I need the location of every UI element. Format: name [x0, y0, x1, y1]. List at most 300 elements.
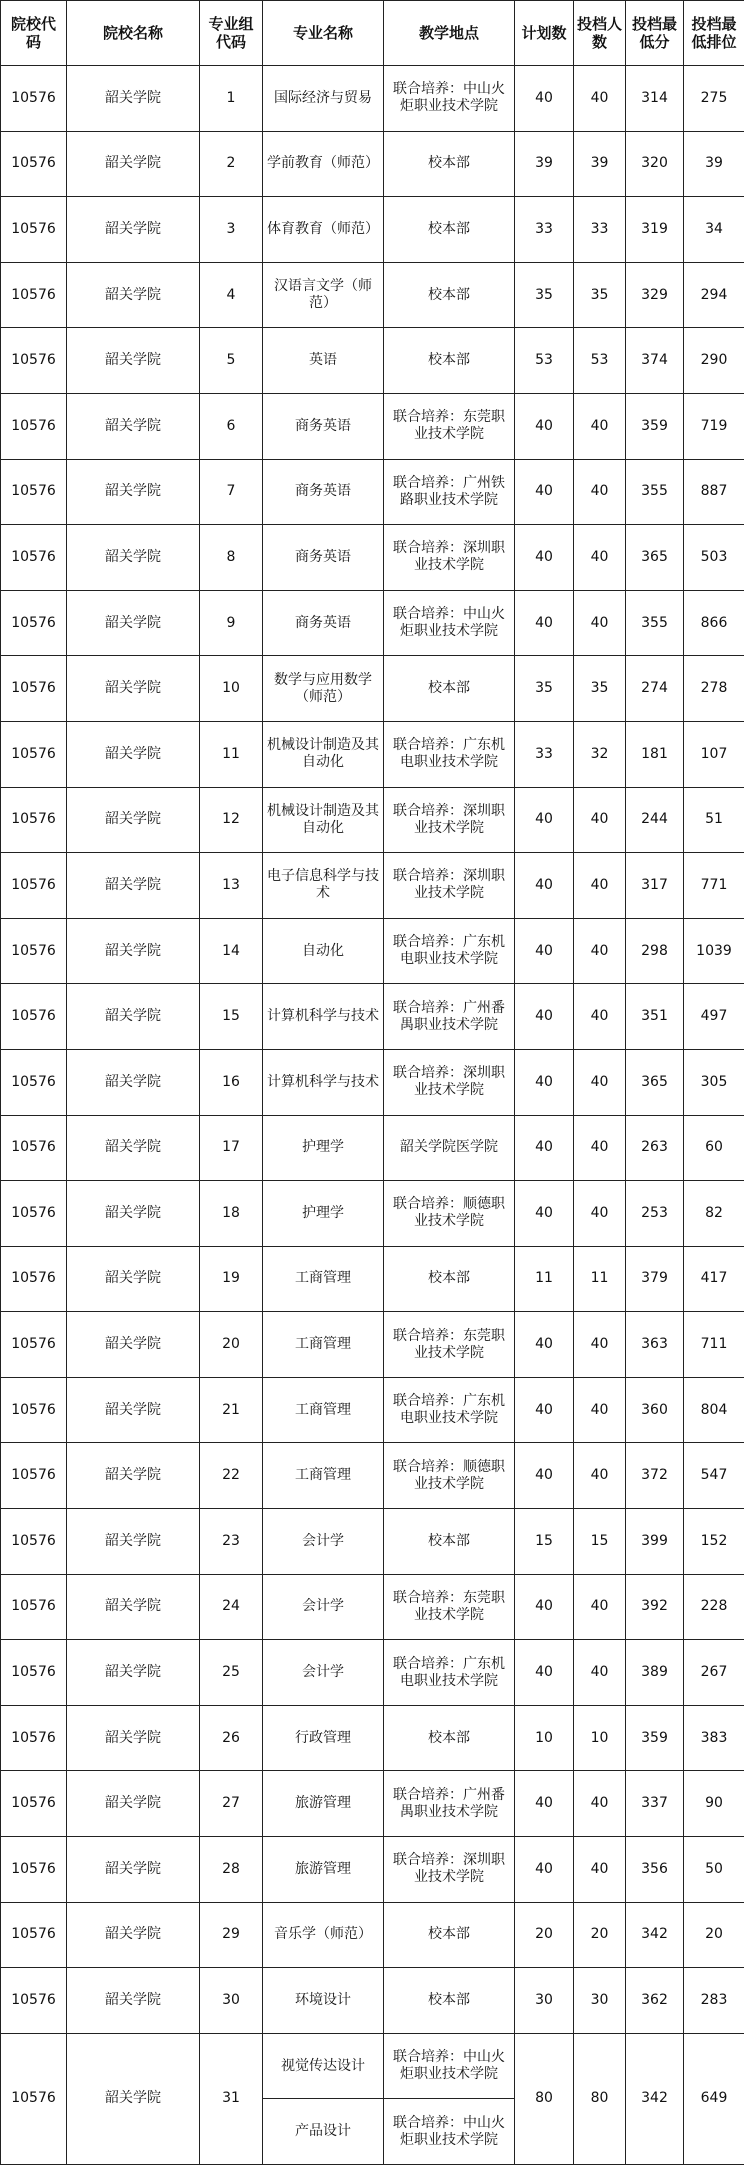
- cell-admitted: 40: [574, 1574, 626, 1640]
- cell-school-code: 10576: [1, 918, 67, 984]
- table-row: [1, 1181, 744, 1247]
- cell-group-code: 23: [200, 1509, 263, 1575]
- cell-min-score: 319: [626, 197, 684, 263]
- cell-min-rank: 228: [684, 1574, 744, 1640]
- cell-major-name: 会计学: [263, 1509, 384, 1575]
- cell-admitted: 40: [574, 1377, 626, 1443]
- cell-location: 联合培养：深圳职业技术学院: [384, 1049, 515, 1115]
- cell-school-name: 韶关学院: [67, 1049, 200, 1115]
- cell-min-score: 244: [626, 787, 684, 853]
- cell-location: 校本部: [384, 328, 515, 394]
- cell-school-name: 韶关学院: [67, 1705, 200, 1771]
- cell-group-code: 18: [200, 1181, 263, 1247]
- cell-group-code: 7: [200, 459, 263, 525]
- cell-plan: 40: [515, 1377, 574, 1443]
- cell-school-name: 韶关学院: [67, 590, 200, 656]
- cell-admitted: 11: [574, 1246, 626, 1312]
- cell-school-name: 韶关学院: [67, 984, 200, 1050]
- header-group-code: 专业组代码: [200, 1, 263, 66]
- table-row: [1, 1837, 744, 1903]
- cell-school-name: 韶关学院: [67, 1443, 200, 1509]
- cell-school-name: 韶关学院: [67, 525, 200, 591]
- cell-school-code: 10576: [1, 1312, 67, 1378]
- table-row: [1, 393, 744, 459]
- cell-min-score: 365: [626, 525, 684, 591]
- cell-min-score: 181: [626, 721, 684, 787]
- cell-min-score: 355: [626, 459, 684, 525]
- cell-plan: 33: [515, 197, 574, 263]
- cell-major-name: 旅游管理: [263, 1837, 384, 1903]
- cell-admitted: 40: [574, 1312, 626, 1378]
- cell-major-name: 环境设计: [263, 1968, 384, 2034]
- cell-plan: 40: [515, 1574, 574, 1640]
- cell-plan: 40: [515, 66, 574, 132]
- cell-location: 校本部: [384, 197, 515, 263]
- table-row: [1, 1049, 744, 1115]
- cell-admitted: 40: [574, 853, 626, 919]
- cell-min-rank: 50: [684, 1837, 744, 1903]
- cell-location: 韶关学院医学院: [384, 1115, 515, 1181]
- cell-school-code: 10576: [1, 197, 67, 263]
- cell-min-score: 337: [626, 1771, 684, 1837]
- cell-admitted: 40: [574, 66, 626, 132]
- cell-school-name: 韶关学院: [67, 197, 200, 263]
- cell-min-rank: 1039: [684, 918, 744, 984]
- cell-admitted: 40: [574, 1115, 626, 1181]
- cell-major-name: 体育教育（师范）: [263, 197, 384, 263]
- cell-plan: 20: [515, 1902, 574, 1968]
- cell-admitted: 20: [574, 1902, 626, 1968]
- cell-school-name: 韶关学院: [67, 2033, 200, 2164]
- cell-school-name: 韶关学院: [67, 131, 200, 197]
- cell-min-score: 359: [626, 1705, 684, 1771]
- cell-school-code: 10576: [1, 984, 67, 1050]
- cell-location: 校本部: [384, 1246, 515, 1312]
- cell-admitted: 53: [574, 328, 626, 394]
- cell-group-code: 19: [200, 1246, 263, 1312]
- cell-school-name: 韶关学院: [67, 1574, 200, 1640]
- cell-school-name: 韶关学院: [67, 459, 200, 525]
- cell-min-score: 389: [626, 1640, 684, 1706]
- cell-min-rank: 275: [684, 66, 744, 132]
- cell-group-code: 11: [200, 721, 263, 787]
- cell-major-name: 机械设计制造及其自动化: [263, 787, 384, 853]
- cell-group-code: 21: [200, 1377, 263, 1443]
- cell-plan: 40: [515, 1771, 574, 1837]
- cell-major-name: 国际经济与贸易: [263, 66, 384, 132]
- cell-group-code: 17: [200, 1115, 263, 1181]
- table-body: [1, 66, 744, 2165]
- cell-location: 联合培养：中山火炬职业技术学院: [384, 66, 515, 132]
- cell-school-code: 10576: [1, 1509, 67, 1575]
- cell-group-code: 30: [200, 1968, 263, 2034]
- cell-min-rank: 39: [684, 131, 744, 197]
- cell-school-name: 韶关学院: [67, 787, 200, 853]
- cell-location: 校本部: [384, 131, 515, 197]
- table-row: [1, 721, 744, 787]
- cell-group-code: 29: [200, 1902, 263, 1968]
- header-plan: 计划数: [515, 1, 574, 66]
- cell-school-code: 10576: [1, 1771, 67, 1837]
- cell-min-score: 314: [626, 66, 684, 132]
- cell-school-name: 韶关学院: [67, 1312, 200, 1378]
- cell-major-name: 会计学: [263, 1640, 384, 1706]
- cell-school-name: 韶关学院: [67, 918, 200, 984]
- cell-school-code: 10576: [1, 1902, 67, 1968]
- cell-admitted: 40: [574, 1771, 626, 1837]
- cell-location: 联合培养：广东机电职业技术学院: [384, 1640, 515, 1706]
- cell-location: 校本部: [384, 1509, 515, 1575]
- cell-min-rank: 20: [684, 1902, 744, 1968]
- cell-admitted: 35: [574, 262, 626, 328]
- cell-min-rank: 60: [684, 1115, 744, 1181]
- cell-location: 联合培养：广东机电职业技术学院: [384, 918, 515, 984]
- cell-min-rank: 51: [684, 787, 744, 853]
- table-row: [1, 1574, 744, 1640]
- cell-admitted: 39: [574, 131, 626, 197]
- cell-major-name: 护理学: [263, 1115, 384, 1181]
- cell-school-code: 10576: [1, 787, 67, 853]
- cell-min-rank: 290: [684, 328, 744, 394]
- cell-admitted: 40: [574, 459, 626, 525]
- cell-min-score: 263: [626, 1115, 684, 1181]
- cell-group-code: 9: [200, 590, 263, 656]
- cell-school-code: 10576: [1, 328, 67, 394]
- cell-school-code: 10576: [1, 1837, 67, 1903]
- cell-school-code: 10576: [1, 1705, 67, 1771]
- cell-min-score: 317: [626, 853, 684, 919]
- table-row: [1, 984, 744, 1050]
- cell-major-name: 数学与应用数学（师范）: [263, 656, 384, 722]
- cell-admitted: 40: [574, 1443, 626, 1509]
- cell-location: 联合培养：中山火炬职业技术学院: [384, 2099, 515, 2165]
- cell-school-code: 10576: [1, 1115, 67, 1181]
- cell-group-code: 10: [200, 656, 263, 722]
- cell-major-name: 计算机科学与技术: [263, 984, 384, 1050]
- cell-group-code: 4: [200, 262, 263, 328]
- cell-admitted: 40: [574, 525, 626, 591]
- cell-location: 联合培养：深圳职业技术学院: [384, 787, 515, 853]
- table-row: [1, 1312, 744, 1378]
- cell-major-name: 计算机科学与技术: [263, 1049, 384, 1115]
- cell-plan: 40: [515, 1049, 574, 1115]
- cell-min-score: 355: [626, 590, 684, 656]
- cell-admitted: 80: [574, 2033, 626, 2164]
- cell-major-name: 学前教育（师范）: [263, 131, 384, 197]
- cell-min-score: 365: [626, 1049, 684, 1115]
- cell-min-score: 362: [626, 1968, 684, 2034]
- table-row: [1, 1771, 744, 1837]
- cell-min-rank: 497: [684, 984, 744, 1050]
- cell-school-code: 10576: [1, 853, 67, 919]
- header-min-rank: 投档最低排位: [684, 1, 744, 66]
- cell-plan: 53: [515, 328, 574, 394]
- cell-school-code: 10576: [1, 1574, 67, 1640]
- cell-school-name: 韶关学院: [67, 66, 200, 132]
- cell-plan: 40: [515, 1443, 574, 1509]
- cell-plan: 39: [515, 131, 574, 197]
- table-header: [1, 1, 744, 66]
- cell-major-name: 英语: [263, 328, 384, 394]
- table-row: [1, 853, 744, 919]
- table-row: [1, 131, 744, 197]
- cell-location: 联合培养：广东机电职业技术学院: [384, 721, 515, 787]
- cell-plan: 40: [515, 1181, 574, 1247]
- cell-plan: 40: [515, 1837, 574, 1903]
- cell-min-rank: 719: [684, 393, 744, 459]
- cell-admitted: 40: [574, 787, 626, 853]
- cell-admitted: 40: [574, 1049, 626, 1115]
- cell-plan: 80: [515, 2033, 574, 2164]
- cell-min-rank: 887: [684, 459, 744, 525]
- cell-admitted: 40: [574, 393, 626, 459]
- cell-plan: 40: [515, 1312, 574, 1378]
- cell-plan: 40: [515, 853, 574, 919]
- cell-plan: 40: [515, 393, 574, 459]
- cell-school-name: 韶关学院: [67, 1902, 200, 1968]
- cell-plan: 40: [515, 525, 574, 591]
- cell-min-score: 374: [626, 328, 684, 394]
- cell-group-code: 27: [200, 1771, 263, 1837]
- cell-location: 联合培养：顺德职业技术学院: [384, 1181, 515, 1247]
- cell-min-score: 342: [626, 1902, 684, 1968]
- header-school-name: 院校名称: [67, 1, 200, 66]
- cell-school-name: 韶关学院: [67, 1377, 200, 1443]
- cell-major-name: 汉语言文学（师范）: [263, 262, 384, 328]
- cell-plan: 40: [515, 984, 574, 1050]
- cell-school-code: 10576: [1, 1246, 67, 1312]
- cell-school-code: 10576: [1, 459, 67, 525]
- cell-min-rank: 152: [684, 1509, 744, 1575]
- header-min-score: 投档最低分: [626, 1, 684, 66]
- cell-group-code: 28: [200, 1837, 263, 1903]
- cell-location: 校本部: [384, 656, 515, 722]
- cell-school-name: 韶关学院: [67, 1246, 200, 1312]
- cell-plan: 11: [515, 1246, 574, 1312]
- cell-min-rank: 278: [684, 656, 744, 722]
- cell-location: 联合培养：深圳职业技术学院: [384, 1837, 515, 1903]
- cell-min-rank: 417: [684, 1246, 744, 1312]
- cell-min-score: 360: [626, 1377, 684, 1443]
- cell-group-code: 24: [200, 1574, 263, 1640]
- cell-admitted: 35: [574, 656, 626, 722]
- table-row: [1, 1115, 744, 1181]
- cell-school-name: 韶关学院: [67, 853, 200, 919]
- cell-major-name: 商务英语: [263, 393, 384, 459]
- cell-school-code: 10576: [1, 721, 67, 787]
- cell-group-code: 14: [200, 918, 263, 984]
- cell-location: 校本部: [384, 1705, 515, 1771]
- table-row: [1, 525, 744, 591]
- cell-school-name: 韶关学院: [67, 656, 200, 722]
- cell-major-name: 商务英语: [263, 590, 384, 656]
- table-row: [1, 656, 744, 722]
- cell-major-name: 旅游管理: [263, 1771, 384, 1837]
- cell-major-name: 护理学: [263, 1181, 384, 1247]
- cell-plan: 35: [515, 262, 574, 328]
- cell-admitted: 40: [574, 1837, 626, 1903]
- cell-school-name: 韶关学院: [67, 1115, 200, 1181]
- table-row: [1, 1377, 744, 1443]
- cell-min-rank: 107: [684, 721, 744, 787]
- cell-location: 联合培养：深圳职业技术学院: [384, 525, 515, 591]
- cell-school-name: 韶关学院: [67, 393, 200, 459]
- cell-major-name: 机械设计制造及其自动化: [263, 721, 384, 787]
- table-row: [1, 787, 744, 853]
- cell-admitted: 10: [574, 1705, 626, 1771]
- cell-min-score: 372: [626, 1443, 684, 1509]
- cell-min-rank: 294: [684, 262, 744, 328]
- cell-school-code: 10576: [1, 262, 67, 328]
- cell-school-code: 10576: [1, 2033, 67, 2164]
- cell-school-name: 韶关学院: [67, 1968, 200, 2034]
- cell-location: 联合培养：广州番禺职业技术学院: [384, 1771, 515, 1837]
- cell-school-code: 10576: [1, 1049, 67, 1115]
- cell-plan: 40: [515, 1115, 574, 1181]
- table-row: [1, 262, 744, 328]
- cell-min-score: 253: [626, 1181, 684, 1247]
- cell-admitted: 40: [574, 590, 626, 656]
- cell-min-rank: 383: [684, 1705, 744, 1771]
- cell-location: 校本部: [384, 262, 515, 328]
- cell-location: 联合培养：东莞职业技术学院: [384, 1312, 515, 1378]
- cell-school-code: 10576: [1, 66, 67, 132]
- cell-min-rank: 866: [684, 590, 744, 656]
- cell-location: 联合培养：广州铁路职业技术学院: [384, 459, 515, 525]
- cell-admitted: 40: [574, 1181, 626, 1247]
- cell-school-name: 韶关学院: [67, 262, 200, 328]
- cell-group-code: 16: [200, 1049, 263, 1115]
- cell-group-code: 6: [200, 393, 263, 459]
- table-row: [1, 66, 744, 132]
- cell-school-name: 韶关学院: [67, 1181, 200, 1247]
- cell-school-name: 韶关学院: [67, 328, 200, 394]
- table-row: [1, 1640, 744, 1706]
- cell-group-code: 31: [200, 2033, 263, 2164]
- cell-min-rank: 283: [684, 1968, 744, 2034]
- table-row: [1, 1902, 744, 1968]
- cell-location: 联合培养：中山火炬职业技术学院: [384, 2033, 515, 2099]
- cell-plan: 40: [515, 590, 574, 656]
- cell-location: 校本部: [384, 1968, 515, 2034]
- cell-school-code: 10576: [1, 1377, 67, 1443]
- cell-school-code: 10576: [1, 131, 67, 197]
- cell-major-name: 行政管理: [263, 1705, 384, 1771]
- cell-location: 联合培养：东莞职业技术学院: [384, 393, 515, 459]
- cell-min-rank: 711: [684, 1312, 744, 1378]
- cell-admitted: 40: [574, 918, 626, 984]
- cell-plan: 40: [515, 1640, 574, 1706]
- cell-min-rank: 305: [684, 1049, 744, 1115]
- cell-plan: 30: [515, 1968, 574, 2034]
- cell-min-rank: 771: [684, 853, 744, 919]
- cell-min-rank: 804: [684, 1377, 744, 1443]
- cell-admitted: 40: [574, 984, 626, 1050]
- cell-major-name: 会计学: [263, 1574, 384, 1640]
- cell-major-name: 工商管理: [263, 1377, 384, 1443]
- cell-min-score: 392: [626, 1574, 684, 1640]
- cell-school-name: 韶关学院: [67, 1771, 200, 1837]
- cell-admitted: 15: [574, 1509, 626, 1575]
- cell-major-name: 视觉传达设计: [263, 2033, 384, 2099]
- cell-min-score: 320: [626, 131, 684, 197]
- cell-major-name: 工商管理: [263, 1246, 384, 1312]
- cell-plan: 40: [515, 787, 574, 853]
- table-row: [1, 328, 744, 394]
- header-major-name: 专业名称: [263, 1, 384, 66]
- cell-min-score: 379: [626, 1246, 684, 1312]
- cell-plan: 35: [515, 656, 574, 722]
- cell-min-score: 342: [626, 2033, 684, 2164]
- cell-plan: 40: [515, 459, 574, 525]
- cell-plan: 33: [515, 721, 574, 787]
- cell-min-score: 363: [626, 1312, 684, 1378]
- cell-group-code: 8: [200, 525, 263, 591]
- cell-min-rank: 547: [684, 1443, 744, 1509]
- cell-min-score: 356: [626, 1837, 684, 1903]
- cell-group-code: 25: [200, 1640, 263, 1706]
- cell-admitted: 32: [574, 721, 626, 787]
- cell-school-code: 10576: [1, 656, 67, 722]
- table-row: [1, 590, 744, 656]
- cell-plan: 40: [515, 918, 574, 984]
- cell-major-name: 自动化: [263, 918, 384, 984]
- table-row: [1, 1705, 744, 1771]
- cell-school-code: 10576: [1, 1443, 67, 1509]
- table-row: [1, 1443, 744, 1509]
- cell-location: 联合培养：深圳职业技术学院: [384, 853, 515, 919]
- cell-major-name: 工商管理: [263, 1312, 384, 1378]
- cell-min-score: 329: [626, 262, 684, 328]
- cell-school-name: 韶关学院: [67, 1640, 200, 1706]
- cell-location: 联合培养：广东机电职业技术学院: [384, 1377, 515, 1443]
- table-row: [1, 459, 744, 525]
- table-row: [1, 197, 744, 263]
- cell-school-code: 10576: [1, 1968, 67, 2034]
- cell-min-rank: 267: [684, 1640, 744, 1706]
- cell-admitted: 30: [574, 1968, 626, 2034]
- cell-group-code: 12: [200, 787, 263, 853]
- cell-location: 联合培养：顺德职业技术学院: [384, 1443, 515, 1509]
- header-location: 教学地点: [384, 1, 515, 66]
- table-row: [1, 2033, 744, 2099]
- cell-group-code: 22: [200, 1443, 263, 1509]
- cell-major-name: 商务英语: [263, 459, 384, 525]
- cell-group-code: 1: [200, 66, 263, 132]
- cell-plan: 15: [515, 1509, 574, 1575]
- cell-school-name: 韶关学院: [67, 721, 200, 787]
- cell-min-rank: 503: [684, 525, 744, 591]
- cell-school-code: 10576: [1, 1640, 67, 1706]
- cell-major-name: 产品设计: [263, 2099, 384, 2165]
- cell-school-code: 10576: [1, 590, 67, 656]
- table-row: [1, 918, 744, 984]
- cell-group-code: 26: [200, 1705, 263, 1771]
- cell-min-score: 359: [626, 393, 684, 459]
- table-row: [1, 1968, 744, 2034]
- cell-admitted: 33: [574, 197, 626, 263]
- cell-school-name: 韶关学院: [67, 1837, 200, 1903]
- cell-min-rank: 34: [684, 197, 744, 263]
- cell-major-name: 商务英语: [263, 525, 384, 591]
- cell-min-rank: 90: [684, 1771, 744, 1837]
- cell-major-name: 音乐学（师范）: [263, 1902, 384, 1968]
- cell-min-rank: 649: [684, 2033, 744, 2164]
- cell-group-code: 5: [200, 328, 263, 394]
- table-row: [1, 1509, 744, 1575]
- cell-group-code: 3: [200, 197, 263, 263]
- header-admitted: 投档人数: [574, 1, 626, 66]
